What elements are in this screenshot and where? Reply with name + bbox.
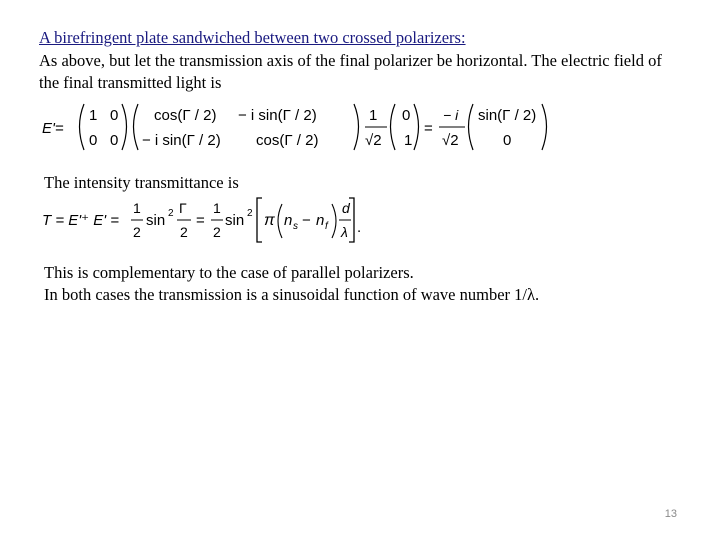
eq2-gamma: Γ	[179, 200, 187, 216]
eq1-result-top: sin(Γ / 2)	[478, 107, 537, 124]
eq2-gamma-den: 2	[180, 224, 188, 240]
eq1-m1-b: 0	[110, 107, 119, 124]
eq2-lhs: T = E'⁺ E' =	[42, 212, 120, 229]
eq1-m2-21: − i sin(Γ / 2)	[142, 132, 221, 149]
eq1-m1-left-bracket	[80, 104, 85, 150]
eq1-m2-12: − i sin(Γ / 2)	[238, 107, 317, 124]
eq2-pi: π	[264, 212, 275, 229]
eq1-result-left-bracket	[469, 104, 474, 150]
eq1-scalar-num: 1	[369, 107, 378, 124]
eq2-sin2: sin	[225, 212, 245, 229]
complementary-note: This is complementary to the case of parallel polarizers.	[44, 263, 414, 282]
eq1-result-bottom: 0	[503, 132, 512, 149]
eq2-left-bracket	[257, 198, 262, 242]
jones-matrix-equation	[42, 100, 537, 156]
sinusoidal-note: In both cases the transmission is a sinusoidal function of wave number 1/λ.	[44, 285, 540, 304]
page-number: 13	[664, 508, 677, 520]
eq1-m1-d: 0	[110, 132, 119, 149]
eq1-m1-a: 1	[89, 107, 98, 124]
eq1-m2-right-bracket	[354, 104, 359, 150]
eq1-v1-top: 0	[402, 107, 411, 124]
eq1-result-den: √2	[442, 132, 459, 149]
eq2-period: .	[357, 219, 362, 236]
eq1-m2-11: cos(Γ / 2)	[154, 107, 217, 124]
eq1-v1-right-bracket	[414, 104, 419, 150]
eq1-equals: =	[424, 120, 433, 137]
eq2-half1-den: 2	[133, 224, 141, 240]
eq2-n-s: n	[284, 212, 293, 229]
eq2-half2-num: 1	[213, 200, 221, 216]
intensity-label: The intensity transmittance is	[44, 173, 239, 192]
eq2-minus: −	[302, 212, 311, 229]
eq2-half2-den: 2	[213, 224, 221, 240]
eq1-v1-bottom: 1	[404, 132, 413, 149]
slide-title: A birefringent plate sandwiched between two crossed polarizers:	[39, 28, 466, 47]
eq2-d: d	[342, 200, 350, 216]
eq1-scalar-den: √2	[365, 132, 382, 149]
eq2-sub-s: s	[293, 221, 298, 232]
eq2-sin1-square: 2	[168, 208, 174, 219]
eq2-n-f: n	[316, 212, 325, 229]
eq2-sin2-square: 2	[247, 208, 253, 219]
transmittance-equation	[42, 196, 372, 244]
intro-paragraph: As above, but let the transmission axis of the final polarizer be horizontal. The electric field of the final transmitted light is	[39, 51, 662, 92]
eq2-sin1: sin	[146, 212, 166, 229]
eq1-m2-left-bracket	[134, 104, 139, 150]
eq2-right-paren	[332, 204, 336, 238]
eq2-equals: =	[196, 212, 205, 229]
eq1-m1-c: 0	[89, 132, 98, 149]
eq1-m1-right-bracket	[122, 104, 127, 150]
eq1-lhs: E'=	[42, 120, 64, 137]
eq2-lambda: λ	[341, 224, 348, 240]
eq1-v1-left-bracket	[391, 104, 396, 150]
eq2-half1-num: 1	[133, 200, 141, 216]
eq2-left-paren	[278, 204, 282, 238]
eq1-m2-22: cos(Γ / 2)	[256, 132, 319, 149]
eq1-result-num: − i	[443, 107, 459, 123]
eq2-sub-f: f	[325, 221, 328, 232]
eq1-result-right-bracket	[542, 104, 547, 150]
